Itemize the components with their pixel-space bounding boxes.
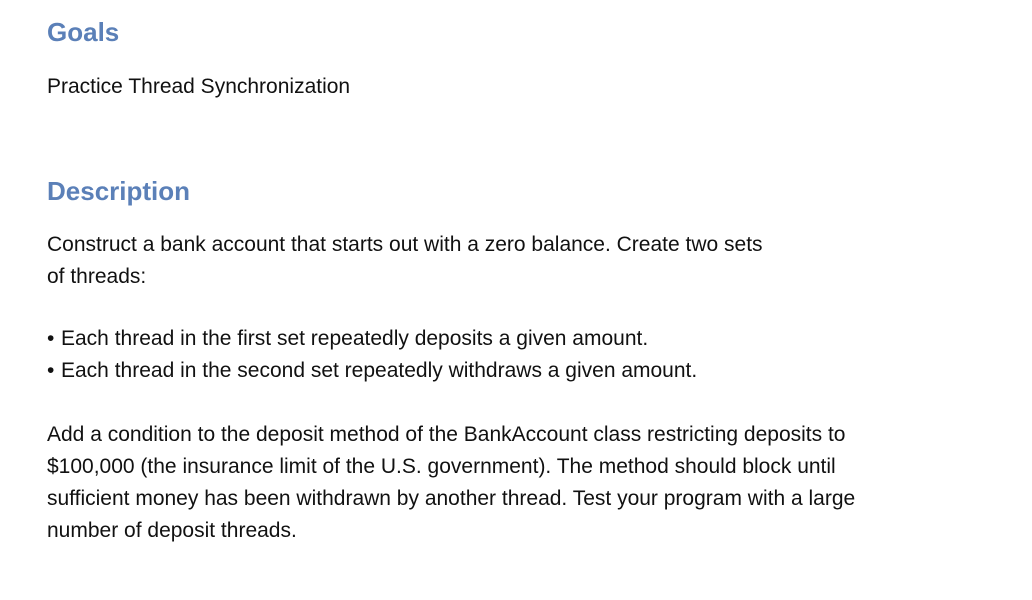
- paragraph-line: Add a condition to the deposit method of the BankAccount class restricting deposits to: [47, 423, 846, 446]
- thread-sets-list: [47, 323, 697, 387]
- paragraph-line: sufficient money has been withdrawn by another thread. Test your program with a large: [47, 487, 856, 510]
- bullet-icon: •: [47, 359, 55, 382]
- list-item: [47, 355, 697, 387]
- description-paragraph: [47, 419, 992, 547]
- description-intro-line-2: of threads:: [47, 265, 147, 288]
- goals-heading: Goals: [47, 17, 120, 47]
- list-item: [47, 323, 697, 355]
- paragraph-line: number of deposit threads.: [47, 519, 297, 542]
- list-item-text: Each thread in the second set repeatedly withdraws a given amount.: [61, 359, 698, 382]
- bullet-icon: •: [47, 327, 55, 350]
- description-intro: [47, 229, 877, 293]
- list-item-text: Each thread in the first set repeatedly deposits a given amount.: [61, 327, 649, 350]
- paragraph-line: $100,000 (the insurance limit of the U.S. government). The method should block until: [47, 455, 836, 478]
- description-heading: Description: [47, 176, 191, 206]
- goals-text: Practice Thread Synchronization: [47, 75, 351, 98]
- description-intro-line-1: Construct a bank account that starts out with a zero balance. Create two sets: [47, 233, 763, 256]
